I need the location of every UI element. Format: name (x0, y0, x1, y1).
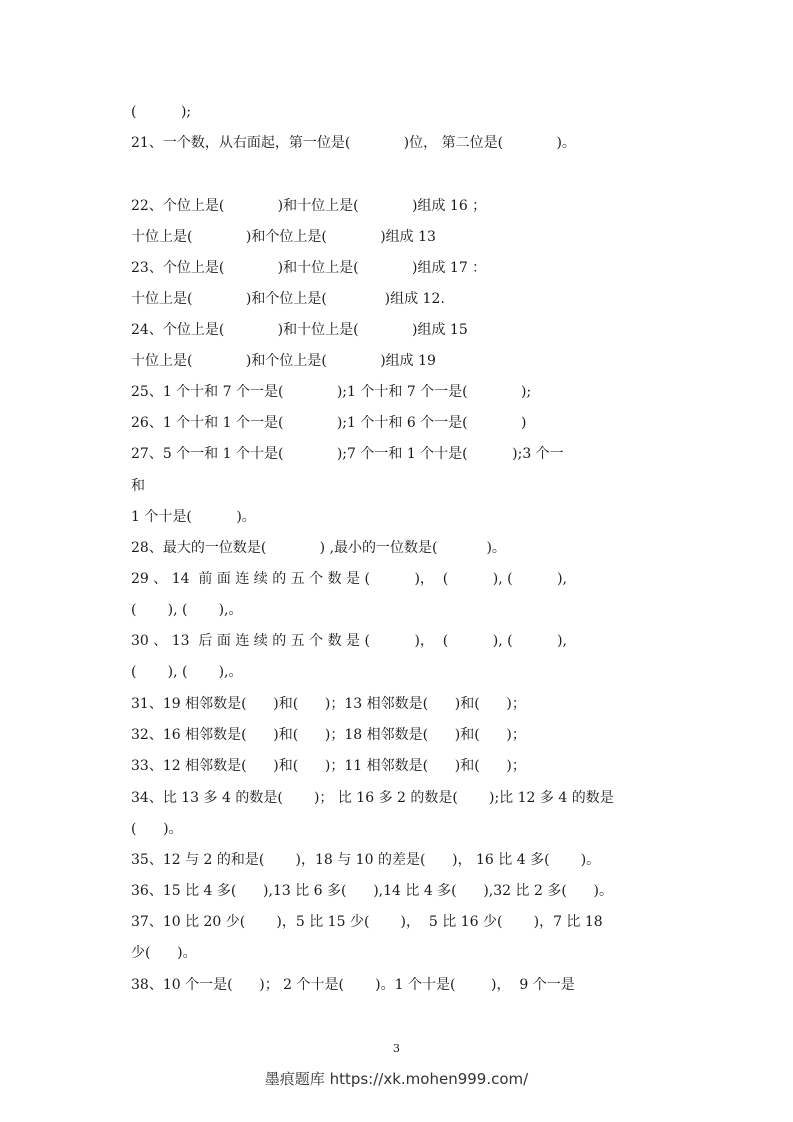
question-line: 29 、 14 前 面 连 续 的 五 个 数 是 ( )， ( ), ( ), (131, 571, 568, 587)
question-line: 和 (131, 478, 145, 494)
question-line: 28、最大的一位数是( ) ,最小的一位数是( )。 (131, 540, 506, 556)
question-line: 25、1 个十和 7 个一是( );1 个十和 7 个一是( ); (131, 384, 532, 400)
question-line: 32、16 相邻数是( )和( )；18 相邻数是( )和( )； (131, 727, 526, 743)
question-line: 21、一个数，从右面起，第一位是( )位， 第二位是( )。 (131, 135, 576, 151)
question-line: 33、12 相邻数是( )和( )；11 相邻数是( )和( )； (131, 758, 526, 774)
question-line: 38、10 个一是( )； 2 个十是( )。1 个十是( )， 9 个一是 (131, 977, 575, 993)
question-line: 十位上是( )和个位上是( )组成 19 (131, 353, 436, 369)
question-line: 36、15 比 4 多( ),13 比 6 多( ),14 比 4 多( ),32 比 2 多( )。 (131, 883, 613, 899)
question-line: 十位上是( )和个位上是( )组成 13 (131, 229, 436, 245)
page-number: 3 (393, 1042, 400, 1055)
question-line: 少( )。 (131, 945, 197, 961)
question-line: ( )。 (131, 821, 183, 837)
question-line: 34、比 13 多 4 的数是( )； 比 16 多 2 的数是( );比 12 多 4 的数是 (131, 790, 614, 806)
question-line: 27、5 个一和 1 个十是( );7 个一和 1 个十是( );3 个一 (131, 446, 564, 462)
question-line: ( ), ( ),。 (131, 664, 243, 680)
question-line: 26、1 个十和 1 个一是( );1 个十和 6 个一是( ) (131, 415, 527, 431)
question-line: 22、个位上是( )和十位上是( )组成 16 ； (131, 198, 487, 214)
question-line: 1 个十是( )。 (131, 509, 256, 525)
question-line: 23、个位上是( )和十位上是( )组成 17 ： (131, 260, 487, 276)
question-line: ( ); (131, 104, 192, 120)
question-line: 30 、 13 后 面 连 续 的 五 个 数 是 ( )， ( ), ( ), (131, 633, 568, 649)
footer-watermark: 墨痕题库 https://xk.mohen999.com/ (264, 1070, 529, 1088)
question-line: ( ), ( ),。 (131, 602, 243, 618)
question-line: 31、19 相邻数是( )和( )；13 相邻数是( )和( )； (131, 696, 526, 712)
question-line: 35、12 与 2 的和是( )，18 与 10 的差是( )， 16 比 4 多( )。 (131, 852, 601, 868)
question-line: 37、10 比 20 少( )，5 比 15 少( )， 5 比 16 少( )，7 比 18 (131, 914, 603, 930)
question-line: 十位上是( )和个位上是( )组成 12. (131, 291, 445, 307)
question-line: 24、个位上是( )和十位上是( )组成 15 (131, 322, 468, 338)
